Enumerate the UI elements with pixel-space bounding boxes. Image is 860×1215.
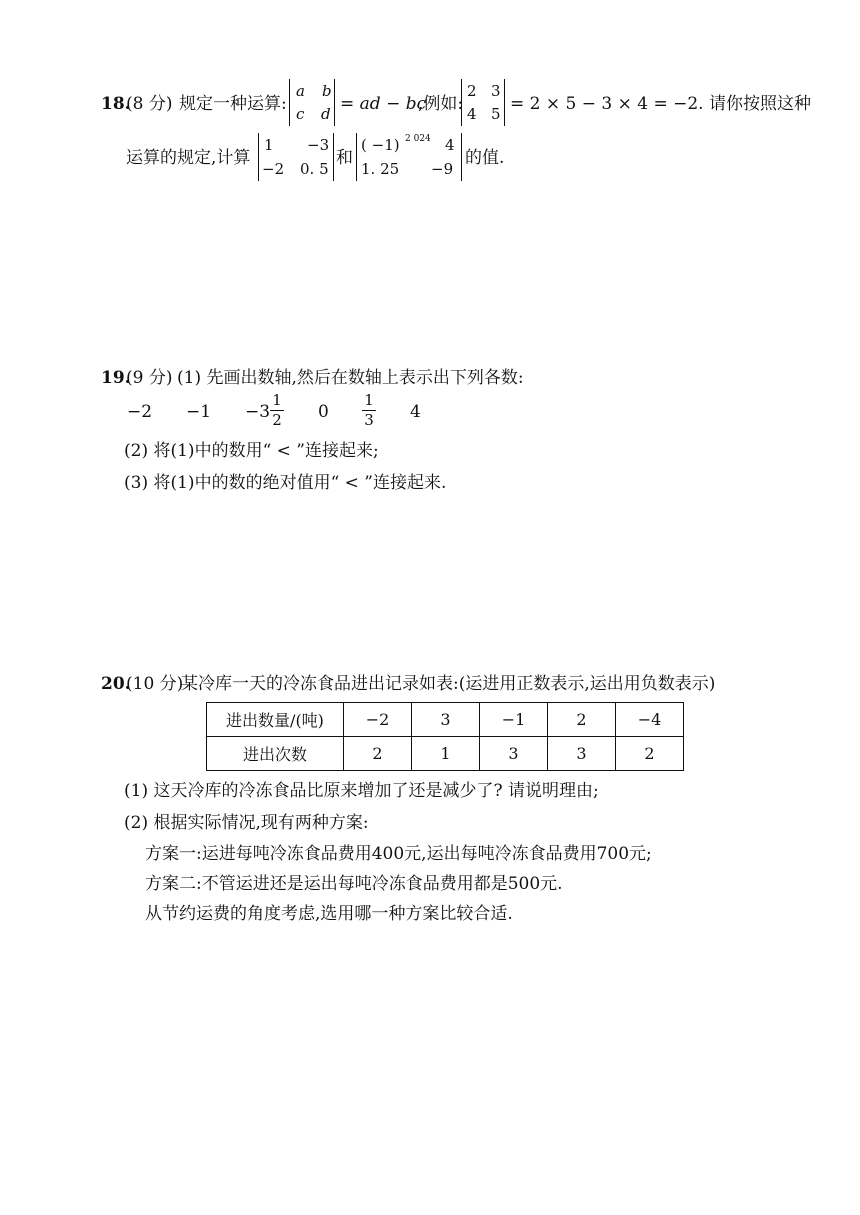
- m2-c: 1. 25: [361, 160, 400, 178]
- table-cell: 3: [412, 703, 480, 737]
- q20-record-table: [206, 702, 684, 771]
- table-cell: 2: [344, 737, 412, 771]
- q20-points: (10 分): [126, 674, 184, 694]
- det-a: a: [296, 82, 305, 100]
- m1-b: −3: [307, 136, 330, 154]
- det-b: b: [322, 82, 332, 100]
- q20-part2: (2) 根据实际情况,现有两种方案:: [124, 813, 369, 833]
- table-cell: 3: [480, 737, 548, 771]
- q20-plan2: 方案二:不管运进还是运出每吨冷冻食品费用都是500元.: [145, 874, 563, 894]
- table-cell: −2: [344, 703, 412, 737]
- m2-exponent: 2 024: [405, 134, 431, 144]
- table-cell: 2: [548, 703, 616, 737]
- q18-and: 和: [336, 148, 353, 168]
- frac-a-den: 2: [272, 411, 282, 429]
- q18-definition-determinant: [289, 79, 335, 126]
- q20-plan1: 方案一:运进每吨冷冻食品费用400元,运出每吨冷冻食品费用700元;: [145, 844, 652, 864]
- q18-determinant-2: [356, 133, 462, 181]
- table-row: [207, 737, 684, 771]
- table-cell: −4: [616, 703, 684, 737]
- q19-part3: (3) 将(1)中的数的绝对值用“ < ”连接起来.: [124, 473, 447, 493]
- q19-num-neg1: −1: [186, 402, 212, 422]
- table-cell: −1: [480, 703, 548, 737]
- table-cell: 2: [616, 737, 684, 771]
- q18-definition-result: = ad − bc: [340, 94, 427, 114]
- m2-d: −9: [431, 160, 454, 178]
- m2-base: ( −1): [361, 136, 400, 154]
- det-d: d: [321, 105, 331, 123]
- q18-intro: 规定一种运算:: [179, 94, 287, 114]
- q19-fraction-one-third: [362, 392, 376, 429]
- q20-intro: 某冷库一天的冷冻食品进出记录如表:(运进用正数表示,运出用负数表示): [181, 674, 716, 694]
- ex-a: 2: [467, 82, 477, 100]
- det-c: c: [296, 105, 305, 123]
- table-row-label: 进出次数: [207, 737, 344, 771]
- q19-part1: (1) 先画出数轴,然后在数轴上表示出下列各数:: [177, 368, 524, 388]
- q18-points: (8 分): [126, 94, 173, 114]
- table-row-label: 进出数量/(吨): [207, 703, 344, 737]
- q18-line2: 运算的规定,计算: [126, 148, 251, 168]
- q20-question: 从节约运费的角度考虑,选用哪一种方案比较合适.: [145, 904, 513, 924]
- q18-example-label: ,例如:: [418, 94, 464, 114]
- q19-part2: (2) 将(1)中的数用“ < ”连接起来;: [124, 441, 379, 461]
- frac-a-num: 1: [272, 391, 282, 409]
- q18-determinant-1: [258, 133, 334, 181]
- m1-a: 1: [264, 136, 274, 154]
- ex-b: 3: [491, 82, 501, 100]
- frac-b-num: 1: [364, 391, 374, 409]
- q19-fraction-one-half: [270, 392, 284, 429]
- q19-num-zero: 0: [318, 402, 329, 422]
- frac-b-den: 3: [364, 411, 374, 429]
- table-cell: 3: [548, 737, 616, 771]
- m1-c: −2: [262, 160, 285, 178]
- m2-b: 4: [445, 136, 455, 154]
- q20-part1: (1) 这天冷库的冷冻食品比原来增加了还是减少了? 请说明理由;: [124, 781, 599, 801]
- q18-example-determinant: [461, 79, 505, 126]
- q18-number: 18.: [101, 94, 131, 114]
- table-cell: 1: [412, 737, 480, 771]
- m1-d: 0. 5: [300, 160, 329, 178]
- q18-example-result: = 2 × 5 − 3 × 4 = −2. 请你按照这种: [510, 94, 811, 114]
- ex-c: 4: [467, 105, 477, 123]
- q18-tail: 的值.: [465, 148, 505, 168]
- q19-num-four: 4: [410, 402, 421, 422]
- q19-number: 19.: [101, 368, 131, 388]
- table-row: [207, 703, 684, 737]
- q20-number: 20.: [101, 674, 131, 694]
- q19-num-neg3: −3: [245, 402, 271, 422]
- q19-num-neg2: −2: [127, 402, 153, 422]
- q19-points: (9 分): [126, 368, 173, 388]
- ex-d: 5: [491, 105, 501, 123]
